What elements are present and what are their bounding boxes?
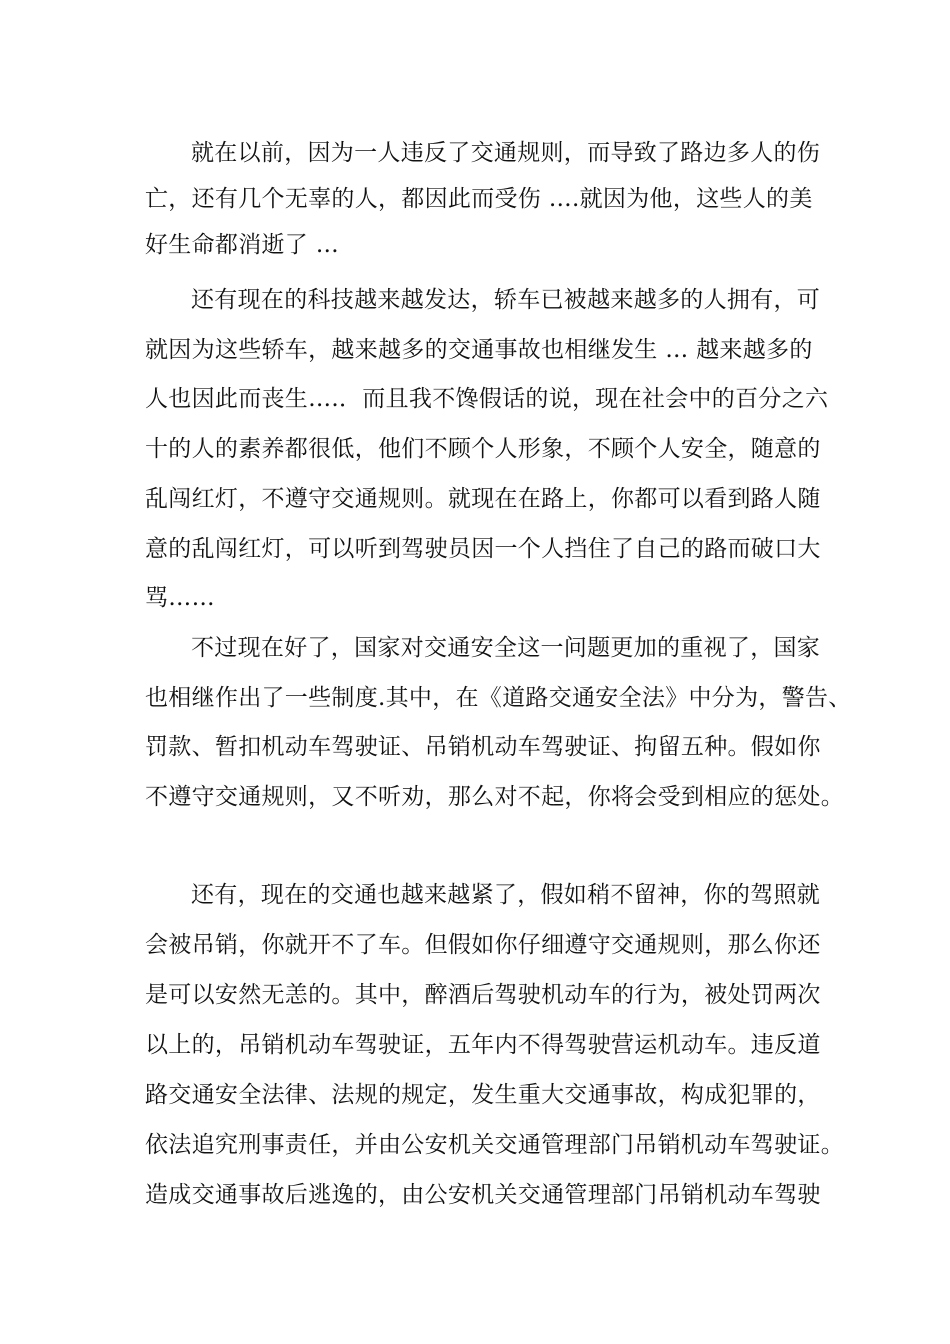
text-line: 以上的，吊销机动车驾驶证，五年内不得驾驶营运机动车。违反道	[145, 1032, 821, 1058]
text-line: 意的乱闯红灯，可以听到驾驶员因一个人挡住了自己的路而破口大	[145, 536, 821, 562]
text-line: 人也因此而丧生….．而且我不馋假话的说，现在社会中的百分之六	[145, 386, 829, 412]
text-line: 还有，现在的交通也越来越紧了，假如稍不留神，你的驾照就	[191, 882, 821, 908]
text-line: 造成交通事故后逃逸的，由公安机关交通管理部门吊销机动车驾驶	[145, 1182, 821, 1208]
text-line: 骂……	[145, 585, 215, 611]
text-line: 乱闯红灯，不遵守交通规则。就现在在路上，你都可以看到路人随	[145, 486, 821, 512]
text-line: 不过现在好了，国家对交通安全这一问题更加的重视了，国家	[191, 635, 821, 661]
text-line: 路交通安全法律、法规的规定，发生重大交通事故，构成犯罪的，	[145, 1082, 821, 1108]
text-line: 好生命都消逝了 …	[145, 232, 340, 258]
text-line: 亡，还有几个无辜的人，都因此而受伤 ….就因为他，这些人的美	[145, 186, 813, 212]
text-line: 依法追究刑事责任，并由公安机关交通管理部门吊销机动车驾驶证。	[145, 1132, 844, 1158]
text-line: 罚款、暂扣机动车驾驶证、吊销机动车驾驶证、拘留五种。假如你	[145, 734, 821, 760]
text-line: 会被吊销，你就开不了车。但假如你仔细遵守交通规则，那么你还	[145, 932, 821, 958]
text-line: 就在以前，因为一人违反了交通规则，而导致了路边多人的伤	[191, 140, 821, 166]
text-line: 是可以安然无恙的。其中，醉酒后驾驶机动车的行为，被处罚两次	[145, 982, 821, 1008]
text-line: 不遵守交通规则，又不听劝，那么对不起，你将会受到相应的惩处。	[145, 784, 844, 810]
text-line: 十的人的素养都很低，他们不顾个人形象，不顾个人安全，随意的	[145, 436, 821, 462]
text-line: 也相继作出了一些制度.其中，在《道路交通安全法》中分为，警告、	[145, 685, 852, 711]
text-line: 就因为这些轿车，越来越多的交通事故也相继发生 … 越来越多的	[145, 337, 813, 363]
text-line: 还有现在的科技越来越发达，轿车已被越来越多的人拥有，可	[191, 287, 821, 313]
